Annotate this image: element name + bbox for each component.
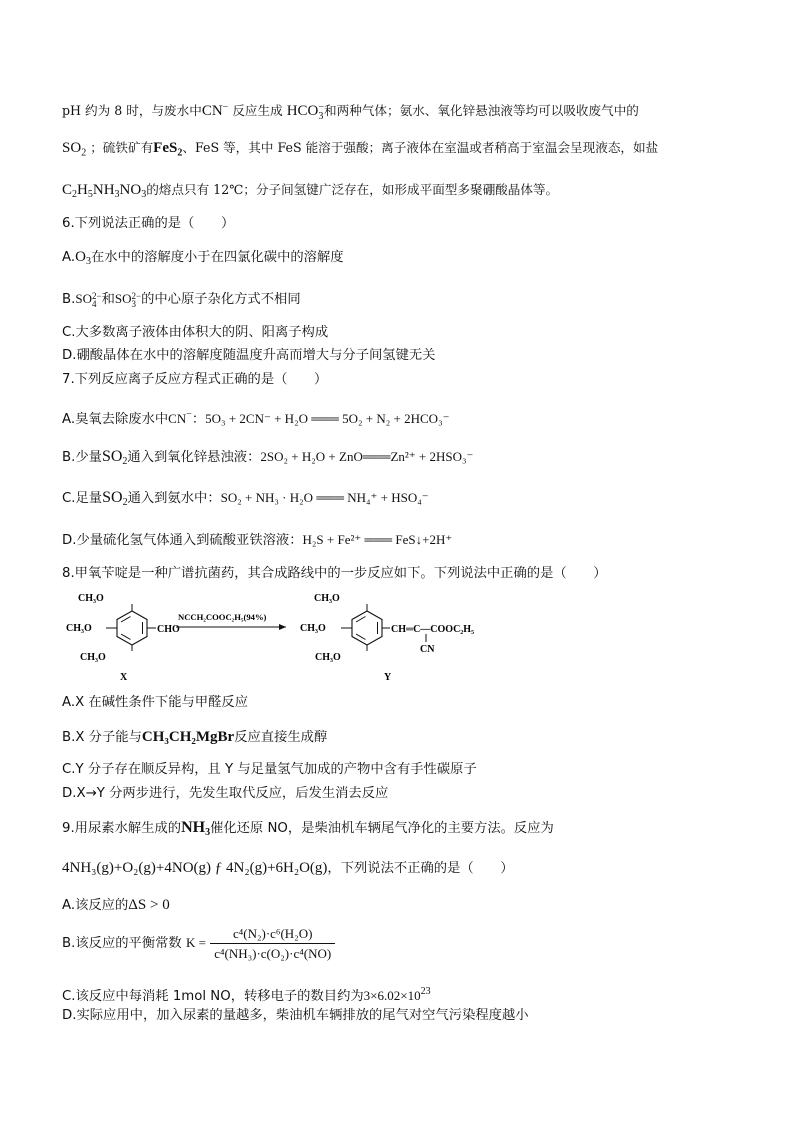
y-methoxy-top: CH₃O <box>314 593 340 604</box>
x-aldehyde: CHO <box>157 624 180 635</box>
q6-option-d: D.硼酸晶体在水中的溶解度随温度升高而增大与分子间氢键无关 <box>62 348 436 363</box>
q6-option-b: B.SO 2− 4 和SO 2− 3 的中心原子杂化方式不相同 <box>62 291 301 310</box>
q6-option-c: C.大多数离子液体由体积大的阴、阳离子构成 <box>62 325 329 340</box>
reaction-arrow <box>176 612 286 630</box>
q8-option-d: D.X→Y 分两步进行，先发生取代反应，后发生消去反应 <box>62 786 389 801</box>
q9-option-b: B.该反应的平衡常数 K = $\frac{\text{c⁴(N₂)·c⁶(H₂O)}}{\text{c⁴(NH₃)·c(O₂)·c⁴(NO)}}$ <box>62 924 335 963</box>
reaction-scheme <box>66 590 492 683</box>
intro-line-1: pH 约为 8 时，与废水中CN− 反应生成 HCO − 3 和两种气体；氨水、氧化锌悬浊液等均可以吸收废气中的 <box>62 101 639 122</box>
molecule-y <box>300 593 474 683</box>
x-methoxy-top: CH₃O <box>78 593 104 604</box>
q8-option-a: A.X 在碱性条件下能与甲醛反应 <box>62 695 248 710</box>
q7-option-b: B.少量$SO_2$通入到氧化锌悬浊液：2SO₂ + H₂O + ZnO═══Zn²⁺ + 2HSO₃⁻ <box>62 448 474 467</box>
reagent-label: NCCH₂COOC₂H₅(94%) <box>178 612 267 622</box>
q9-option-c: C.该反应中每消耗 1mol NO，转移电子的数目约为$3\times 6.02\times 10^{23}$ <box>62 986 431 1004</box>
label-x: X <box>120 672 128 683</box>
equilibrium-constant-fraction: $\frac{\text{c⁴(N₂)·c⁶(H₂O)}}{\text{c⁴(NH₃)·c(O₂)·c⁴(NO)}}$ <box>210 925 335 962</box>
q9-option-d: D.实际应用中，加入尿素的量越多，柴油机车辆排放的尾气对空气污染程度越小 <box>62 1008 529 1023</box>
y-methoxy-mid: CH₃O <box>300 623 326 634</box>
molecule-x <box>66 593 180 683</box>
intro-line-3: $C_2H_5NH_3NO_3$的熔点只有 12℃；分子间氢键广泛存在，如形成平面型多聚硼酸晶体等。 <box>62 182 559 200</box>
q8-option-b: B.X 分子能与CH₃CH₂MgBr反应直接生成醇 <box>62 729 328 745</box>
q9-stem: 9.用尿素水解生成的$NH_3$催化还原 NO，是柴油机车辆尾气净化的主要方法。反应为 <box>62 819 554 838</box>
q9-option-a: A.该反应的ΔS > 0 <box>62 897 170 913</box>
x-methoxy-bottom: CH₃O <box>80 652 106 663</box>
q7-stem: 7.下列反应离子反应方程式正确的是（ ） <box>62 372 328 387</box>
q7-option-c: C.足量$SO_2$通入到氨水中：SO₂ + NH₃ · H₂O ═══ NH₄⁺ + HSO₄⁻ <box>62 489 429 508</box>
y-cyano: CN <box>420 644 435 655</box>
intro-line-2: $SO_2$ ；硫铁矿有FeS$_2$、FeS 等，其中 FeS 能溶于强酸；离子液体在室温或者稍高于室温会呈现液态，如盐 <box>62 140 659 159</box>
q7-option-a: A.臭氧去除废水中CN−：5O₃ + 2CN⁻ + H₂O ═══ 5O₂ + N₂ + 2HCO₃⁻ <box>62 409 450 427</box>
q6-option-a: $A.O_3$在水中的溶解度小于在四氯化碳中的溶解度 <box>62 249 344 267</box>
q8-stem: 8.甲氧苄啶是一种广谱抗菌药，其合成路线中的一步反应如下。下列说法中正确的是（ ） <box>62 566 607 581</box>
y-side-chain: CH═C—COOC₂H₅ <box>391 624 475 635</box>
y-methoxy-bottom: CH₃O <box>315 652 341 663</box>
q6-stem: 6.下列说法正确的是（ ） <box>62 216 235 231</box>
x-methoxy-mid: CH₃O <box>66 623 92 634</box>
q7-option-d: D.少量硫化氢气体通入到硫酸亚铁溶液：H₂S + Fe²⁺ ═══ FeS↓+2H⁺ <box>62 532 453 548</box>
q8-option-c: C.Y 分子存在顺反异构，且 Y 与足量氢气加成的产物中含有手性碳原子 <box>62 762 477 777</box>
label-y: Y <box>384 672 392 683</box>
q9-equation: 4NH₃(g)+O₂(g)+4NO(g) ƒ 4N₂(g)+6H₂O(g)，下列说法不正确的是（ ） <box>62 860 514 876</box>
